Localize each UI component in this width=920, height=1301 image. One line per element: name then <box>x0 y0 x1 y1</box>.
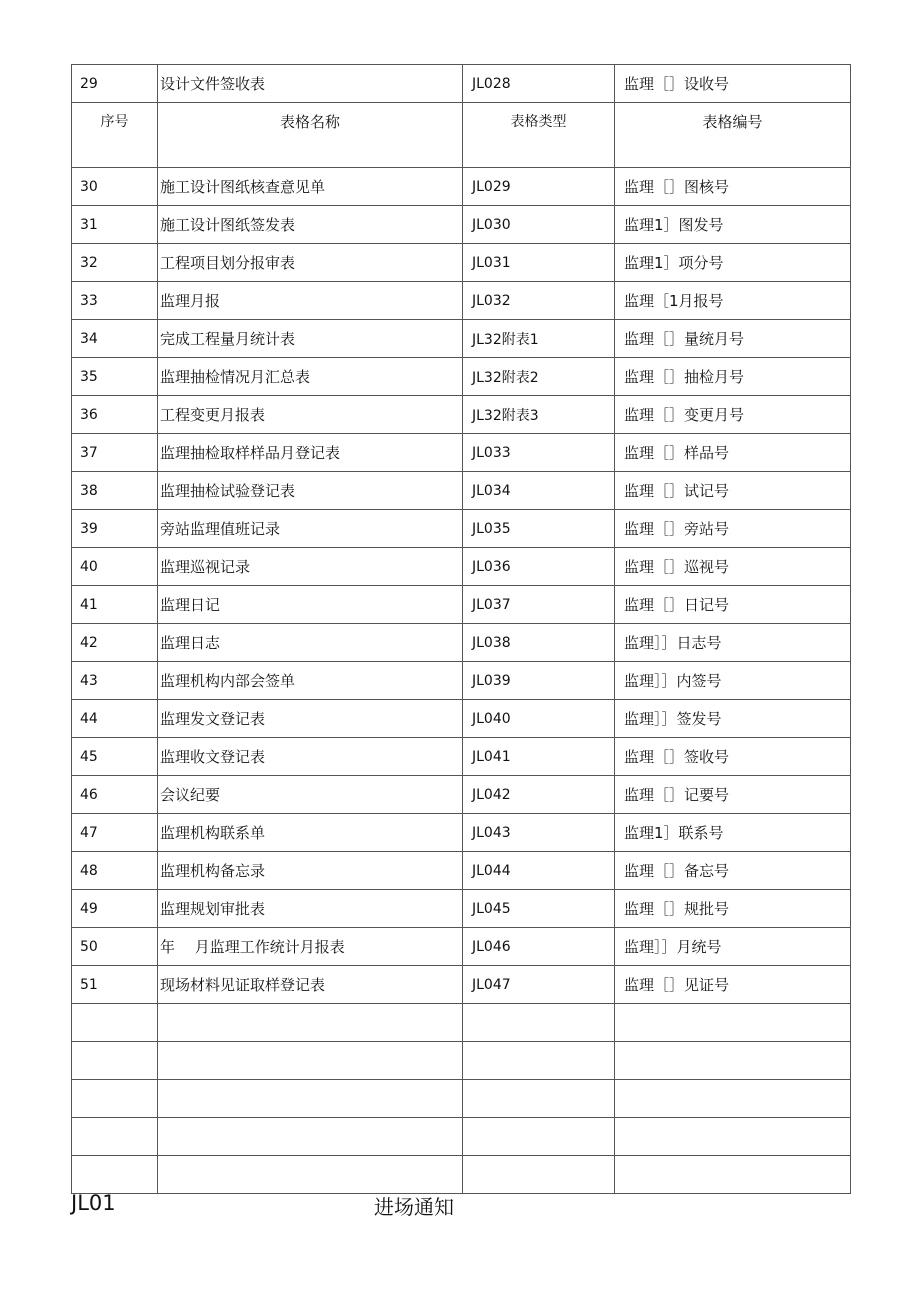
row-no: 34 <box>72 320 158 358</box>
table-row <box>72 700 851 738</box>
row-no: 46 <box>72 776 158 814</box>
row-form-name: 监理规划审批表 <box>158 890 463 928</box>
header-form-code: 表格编号 <box>615 103 851 168</box>
row-form-type: JL039 <box>463 662 615 700</box>
table-row <box>72 662 851 700</box>
row-form-type: JL047 <box>463 966 615 1004</box>
row-form-name: 监理收文登记表 <box>158 738 463 776</box>
row-form-code: 监理1］图发号 <box>615 206 851 244</box>
table-row <box>72 472 851 510</box>
row-form-type: JL032 <box>463 282 615 320</box>
row-form-code: 监理］］内签号 <box>615 662 851 700</box>
table-row <box>72 966 851 1004</box>
footer-form-code: JL01 <box>71 1191 116 1215</box>
header-no: 序号 <box>72 103 158 168</box>
row-form-type: JL037 <box>463 586 615 624</box>
row-form-type: JL028 <box>463 65 615 103</box>
table-row <box>72 65 851 103</box>
row-form-name: 设计文件签收表 <box>158 65 463 103</box>
empty-cell <box>463 1156 615 1194</box>
row-no: 33 <box>72 282 158 320</box>
empty-cell <box>72 1080 158 1118</box>
empty-cell <box>463 1004 615 1042</box>
row-form-name: 监理抽检试验登记表 <box>158 472 463 510</box>
row-form-type: JL043 <box>463 814 615 852</box>
row-no: 39 <box>72 510 158 548</box>
row-form-code: 监理［］试记号 <box>615 472 851 510</box>
row-form-code: 监理［］备忘号 <box>615 852 851 890</box>
table-row <box>72 244 851 282</box>
row-form-code: 监理［］规批号 <box>615 890 851 928</box>
row-form-type: JL046 <box>463 928 615 966</box>
header-form-type: 表格类型 <box>463 103 615 168</box>
empty-cell <box>463 1042 615 1080</box>
empty-cell <box>615 1004 851 1042</box>
empty-cell <box>615 1156 851 1194</box>
row-form-type: JL034 <box>463 472 615 510</box>
row-form-type: JL32附表3 <box>463 396 615 434</box>
row-form-name: 监理机构联系单 <box>158 814 463 852</box>
table-row <box>72 624 851 662</box>
row-no: 29 <box>72 65 158 103</box>
table-row <box>72 434 851 472</box>
row-no: 48 <box>72 852 158 890</box>
row-form-type: JL044 <box>463 852 615 890</box>
row-form-code: 监理［］量统月号 <box>615 320 851 358</box>
row-form-name: 施工设计图纸核查意见单 <box>158 168 463 206</box>
row-form-type: JL035 <box>463 510 615 548</box>
empty-cell <box>463 1118 615 1156</box>
table-row <box>72 852 851 890</box>
row-no: 32 <box>72 244 158 282</box>
row-no: 50 <box>72 928 158 966</box>
row-no: 47 <box>72 814 158 852</box>
row-no: 42 <box>72 624 158 662</box>
empty-cell <box>615 1118 851 1156</box>
empty-cell <box>615 1042 851 1080</box>
row-form-type: JL040 <box>463 700 615 738</box>
row-form-code: 监理［1月报号 <box>615 282 851 320</box>
row-form-name: 工程项目划分报审表 <box>158 244 463 282</box>
row-form-name: 工程变更月报表 <box>158 396 463 434</box>
table-row <box>72 358 851 396</box>
row-form-code: 监理［］记要号 <box>615 776 851 814</box>
row-form-name: 现场材料见证取样登记表 <box>158 966 463 1004</box>
empty-cell <box>158 1004 463 1042</box>
table-row <box>72 586 851 624</box>
row-no: 49 <box>72 890 158 928</box>
row-no: 37 <box>72 434 158 472</box>
row-no: 41 <box>72 586 158 624</box>
empty-cell <box>463 1080 615 1118</box>
row-form-code: 监理［］样品号 <box>615 434 851 472</box>
table-row <box>72 282 851 320</box>
row-form-name: 施工设计图纸签发表 <box>158 206 463 244</box>
row-form-code: 监理］］签发号 <box>615 700 851 738</box>
row-no: 36 <box>72 396 158 434</box>
row-form-code: 监理［］日记号 <box>615 586 851 624</box>
row-no: 38 <box>72 472 158 510</box>
table-row <box>72 548 851 586</box>
row-form-type: JL038 <box>463 624 615 662</box>
row-form-code: 监理［］旁站号 <box>615 510 851 548</box>
row-form-name: 完成工程量月统计表 <box>158 320 463 358</box>
empty-table-row <box>72 1080 851 1118</box>
row-form-code: 监理［］变更月号 <box>615 396 851 434</box>
table-header-row <box>72 103 851 168</box>
empty-cell <box>158 1156 463 1194</box>
row-form-type: JL042 <box>463 776 615 814</box>
row-form-type: JL033 <box>463 434 615 472</box>
row-no: 45 <box>72 738 158 776</box>
table-row <box>72 396 851 434</box>
table-row <box>72 168 851 206</box>
empty-cell <box>615 1080 851 1118</box>
table-row <box>72 320 851 358</box>
header-form-name: 表格名称 <box>158 103 463 168</box>
row-form-name: 监理发文登记表 <box>158 700 463 738</box>
table-row <box>72 814 851 852</box>
empty-cell <box>158 1080 463 1118</box>
row-form-type: JL029 <box>463 168 615 206</box>
row-form-code: 监理［］巡视号 <box>615 548 851 586</box>
table-row <box>72 738 851 776</box>
row-form-name: 年 月监理工作统计月报表 <box>158 928 463 966</box>
row-form-name: 监理日志 <box>158 624 463 662</box>
empty-cell <box>72 1156 158 1194</box>
row-form-type: JL036 <box>463 548 615 586</box>
empty-cell <box>72 1118 158 1156</box>
row-no: 43 <box>72 662 158 700</box>
row-no: 51 <box>72 966 158 1004</box>
table-row <box>72 510 851 548</box>
empty-table-row <box>72 1042 851 1080</box>
empty-cell <box>72 1004 158 1042</box>
row-form-code: 监理［］图核号 <box>615 168 851 206</box>
row-no: 30 <box>72 168 158 206</box>
row-form-name: 旁站监理值班记录 <box>158 510 463 548</box>
row-no: 31 <box>72 206 158 244</box>
row-form-code: 监理1］联系号 <box>615 814 851 852</box>
row-form-type: JL32附表2 <box>463 358 615 396</box>
empty-cell <box>158 1042 463 1080</box>
table-row <box>72 890 851 928</box>
row-form-type: JL030 <box>463 206 615 244</box>
row-form-type: JL041 <box>463 738 615 776</box>
row-no: 35 <box>72 358 158 396</box>
empty-table-row <box>72 1118 851 1156</box>
row-form-code: 监理］］月统号 <box>615 928 851 966</box>
row-no: 40 <box>72 548 158 586</box>
row-form-name: 监理日记 <box>158 586 463 624</box>
row-form-type: JL045 <box>463 890 615 928</box>
row-form-type: JL031 <box>463 244 615 282</box>
row-form-type: JL32附表1 <box>463 320 615 358</box>
row-no: 44 <box>72 700 158 738</box>
form-index-table <box>71 64 851 1194</box>
row-form-name: 监理月报 <box>158 282 463 320</box>
row-form-code: 监理［］抽检月号 <box>615 358 851 396</box>
row-form-name: 监理巡视记录 <box>158 548 463 586</box>
row-form-code: 监理1］项分号 <box>615 244 851 282</box>
row-form-name: 会议纪要 <box>158 776 463 814</box>
table-row <box>72 776 851 814</box>
row-form-code: 监理［］签收号 <box>615 738 851 776</box>
row-form-name: 监理机构内部会签单 <box>158 662 463 700</box>
empty-table-row <box>72 1156 851 1194</box>
empty-cell <box>72 1042 158 1080</box>
empty-cell <box>158 1118 463 1156</box>
row-form-name: 监理机构备忘录 <box>158 852 463 890</box>
row-form-name: 监理抽检情况月汇总表 <box>158 358 463 396</box>
row-form-code: 监理］］日志号 <box>615 624 851 662</box>
row-form-code: 监理［］见证号 <box>615 966 851 1004</box>
row-form-name: 监理抽检取样样品月登记表 <box>158 434 463 472</box>
footer-form-title: 进场通知 <box>374 1195 454 1219</box>
row-form-code: 监理［］设收号 <box>615 65 851 103</box>
empty-table-row <box>72 1004 851 1042</box>
table-row <box>72 928 851 966</box>
table-row <box>72 206 851 244</box>
